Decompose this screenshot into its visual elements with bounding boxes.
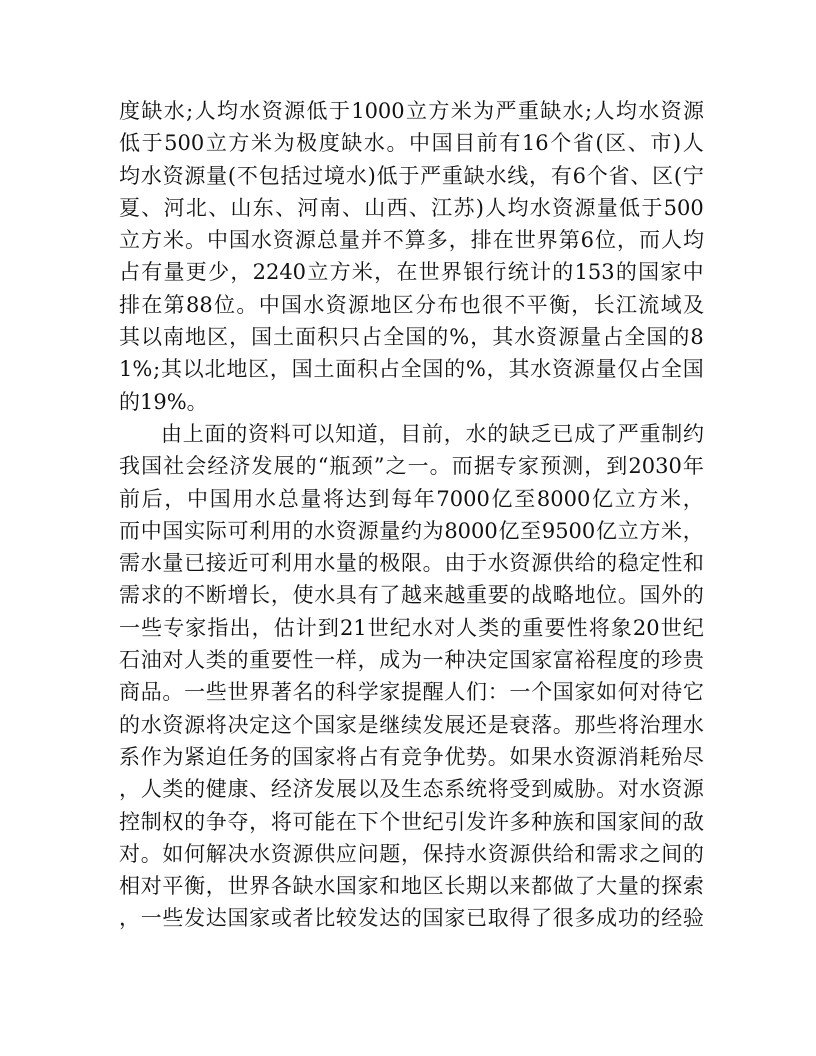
text-line: 石 油 对 人 类 的 重 要 性 一 样 ， 成 为 一 种 决 定 国 家 富 裕 程 度 的 珍 贵: [119, 648, 704, 673]
text-line: 而 中 国 实 际 可 利 用 的 水 资 源 量 约 为 8000 亿 至 9500 亿 立 方 米 ，: [119, 518, 704, 543]
text-line: 度 缺 水 ; 人 均 水 资 源 低 于 1000 立 方 米 为 严 重 缺 水 ; 人 均 水 资 源: [119, 99, 704, 123]
text-line: ， 一 些 发 达 国 家 或 者 比 较 发 达 的 国 家 已 取 得 了 很 多 成 功 的 经 验: [119, 906, 704, 931]
text-line: 一 些 专 家 指 出 ， 估 计 到 21 世 纪 水 对 人 类 的 重 要 性 将 象 20 世 纪: [119, 615, 704, 640]
text-line: 均 水 资 源 量 ( 不 包 括 过 境 水 ) 低 于 严 重 缺 水 线 ， 有 6 个 省 、 区 ( 宁: [119, 163, 704, 188]
text-line: 立 方 米 。 中 国 水 资 源 总 量 并 不 算 多 ， 排 在 世 界 第 6 位 ， 而 人 均: [119, 228, 704, 253]
text-line: ， 人 类 的 健 康 、 经 济 发 展 以 及 生 态 系 统 将 受 到 威 胁 。 对 水 资 源: [119, 777, 704, 802]
text-line: 我 国 社 会 经 济 发 展 的 “ 瓶 颈 ” 之 一 。 而 据 专 家 预 测 ， 到 2030 年: [119, 454, 704, 479]
text-line: 的19%。: [119, 389, 208, 414]
text-line: 对 。 如 何 解 决 水 资 源 供 应 问 题 ， 保 持 水 资 源 供 给 和 需 求 之 间 的: [119, 841, 704, 866]
text-line: 排 在 第 88 位 。 中 国 水 资 源 地 区 分 布 也 很 不 平 衡 ， 长 江 流 域 及: [119, 292, 704, 317]
text-line: 夏 、 河 北 、 山 东 、 河 南 、 山 西 、 江 苏 ) 人 均 水 资 源 量 低 于 500: [119, 195, 704, 220]
text-line: 商 品 。 一 些 世 界 著 名 的 科 学 家 提 醒 人 们 ： 一 个 国 家 如 何 对 待 它: [119, 680, 704, 705]
text-line: 由 上 面 的 资 料 可 以 知 道 ， 目 前 ， 水 的 缺 乏 已 成 了 严 重 制 约: [161, 421, 704, 446]
body-text: [119, 95, 704, 935]
text-line: 的 水 资 源 将 决 定 这 个 国 家 是 继 续 发 展 还 是 衰 落 。 那 些 将 治 理 水: [119, 712, 704, 737]
text-line: 低 于 500 立 方 米 为 极 度 缺 水 。 中 国 目 前 有 16 个 省 ( 区 、 市 ) 人: [119, 131, 704, 156]
text-line: 需 水 量 已 接 近 可 利 用 水 量 的 极 限 。 由 于 水 资 源 供 给 的 稳 定 性 和: [119, 551, 704, 576]
text-line: 1% ; 其 以 北 地 区 ， 国 土 面 积 占 全 国 的 % ， 其 水 资 源 量 仅 占 全 国: [119, 357, 704, 382]
text-line: 其 以 南 地 区 ， 国 土 面 积 只 占 全 国 的 % ， 其 水 资 源 量 占 全 国 的 8: [119, 325, 704, 350]
text-line: 需 求 的 不 断 增 长 ， 使 水 具 有 了 越 来 越 重 要 的 战 略 地 位 。 国 外 的: [119, 583, 704, 608]
text-line: 系 作 为 紧 迫 任 务 的 国 家 将 占 有 竞 争 优 势 。 如 果 水 资 源 消 耗 殆 尽: [119, 744, 704, 769]
text-line: 前 后 ， 中 国 用 水 总 量 将 达 到 每 年 7000 亿 至 8000 亿 立 方 米 ，: [119, 486, 704, 511]
text-line: 相 对 平 衡 ， 世 界 各 缺 水 国 家 和 地 区 长 期 以 来 都 做 了 大 量 的 探 索: [119, 874, 704, 899]
text-line: 控 制 权 的 争 夺 ， 将 可 能 在 下 个 世 纪 引 发 许 多 种 族 和 国 家 间 的 敌: [119, 809, 704, 834]
text-line: 占 有 量 更 少 ， 2240 立 方 米 ， 在 世 界 银 行 统 计 的 153 的 国 家 中: [119, 260, 704, 285]
